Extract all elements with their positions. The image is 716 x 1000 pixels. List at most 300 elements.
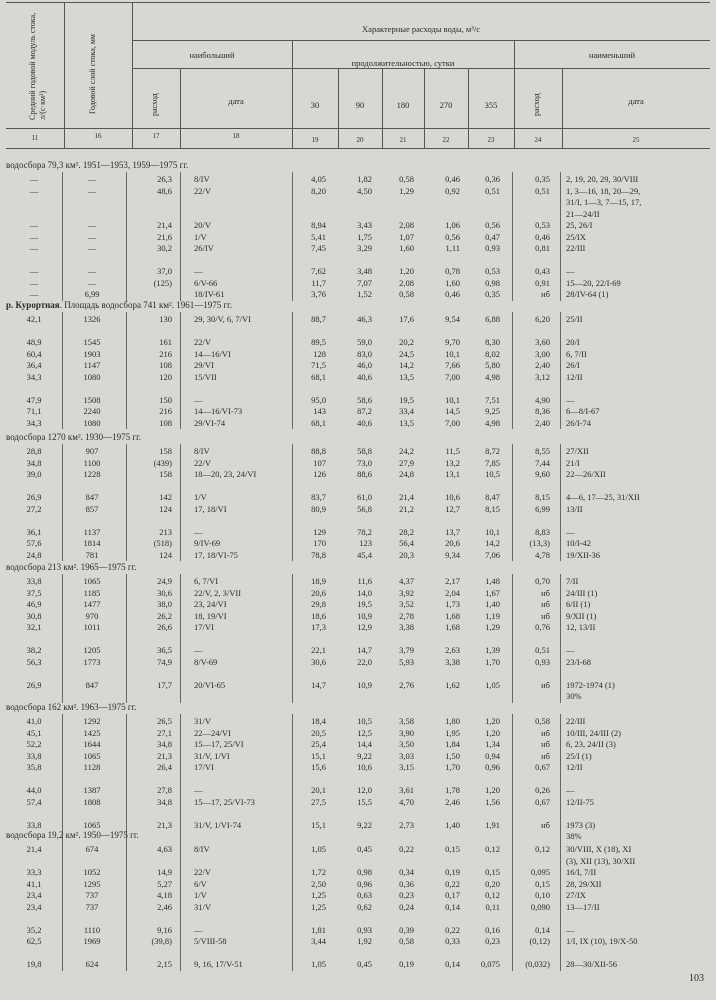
table-cell-22: 7,00 xyxy=(445,371,460,382)
table-cell-18: — xyxy=(194,645,203,655)
table-cell-19: 126 xyxy=(313,469,326,479)
header-rate-max: расход xyxy=(150,93,159,116)
table-cell-21: 2,76 xyxy=(399,679,414,690)
table-cell-23: 0,53 xyxy=(485,266,500,276)
table-row xyxy=(0,762,716,773)
table-row xyxy=(0,808,716,819)
table-cell-21: 21,4 xyxy=(399,492,414,502)
table-cell-24: (0,032) xyxy=(525,959,550,969)
table-cell-21: 4,70 xyxy=(399,796,414,807)
table-cell-24: 0,91 xyxy=(535,277,550,288)
table-row xyxy=(0,668,716,679)
table-cell-24: 0,12 xyxy=(535,844,550,854)
table-cell-25: 10/I-42 xyxy=(566,538,592,548)
table-cell-21: 0,24 xyxy=(399,901,414,912)
table-cell-22: 0,17 xyxy=(445,890,460,900)
table-cell-20: 4,50 xyxy=(357,185,372,196)
table-cell-21: 1,29 xyxy=(399,185,414,196)
table-cell-19: 1,05 xyxy=(311,844,326,854)
table-cell-21: 0,58 xyxy=(399,174,414,184)
table-cell-22: 0,14 xyxy=(445,901,460,912)
table-cell-24: 0,67 xyxy=(535,762,550,772)
table-cell-22: 0,46 xyxy=(445,289,460,299)
table-cell-11: — xyxy=(29,185,39,196)
table-cell-22: 0,15 xyxy=(445,844,460,854)
table-cell-16: 1065 xyxy=(83,750,101,761)
table-cell-11: 26,9 xyxy=(26,679,42,690)
table-cell-19: 83,7 xyxy=(311,492,326,502)
header-col11: Средний годовой модуль стока, л/(с·км²) xyxy=(28,12,47,120)
header-max: наибольший xyxy=(189,50,235,60)
table-cell-25: 30% xyxy=(566,691,582,701)
table-cell-11: 30,8 xyxy=(26,610,42,621)
col-number: 11 xyxy=(31,134,39,142)
table-cell-11: 46,9 xyxy=(26,599,42,609)
table-cell-18: 6/V xyxy=(194,878,207,889)
table-cell-24: 0,76 xyxy=(535,622,550,632)
table-cell-18: 15—17, 25/VI xyxy=(194,739,244,749)
table-cell-17: 124 xyxy=(159,549,172,560)
table-cell-23: 4,98 xyxy=(485,371,500,382)
table-row xyxy=(0,492,716,503)
table-cell-22: 0,14 xyxy=(445,959,460,969)
table-cell-17: 36,5 xyxy=(157,645,172,655)
table-cell-20: 40,6 xyxy=(357,371,372,382)
table-cell-25: 16/I, 7/II xyxy=(566,867,597,877)
table-cell-18: — xyxy=(194,394,203,405)
table-cell-21: 20,3 xyxy=(399,549,414,560)
table-cell-16: 1052 xyxy=(83,867,101,877)
table-row xyxy=(0,372,716,383)
table-cell-22: 14,5 xyxy=(445,406,460,416)
table-cell-25: 20/I xyxy=(566,337,580,347)
table-cell-19: 1,05 xyxy=(311,959,326,969)
table-row xyxy=(0,266,716,277)
table-cell-16: 907 xyxy=(85,446,99,456)
table-cell-17: 27,1 xyxy=(157,727,172,738)
table-cell-19: 71,5 xyxy=(311,360,326,370)
table-cell-16: 1773 xyxy=(83,656,101,667)
table-cell-20: 1,92 xyxy=(357,936,372,946)
table-row xyxy=(0,936,716,947)
table-cell-16: 624 xyxy=(85,959,99,969)
table-cell-16: 857 xyxy=(85,503,99,514)
table-cell-25: 25, 26/I xyxy=(566,220,593,230)
table-cell-20: 3,29 xyxy=(357,243,372,253)
table-cell-24: 0,51 xyxy=(535,185,550,196)
table-cell-23: 7,51 xyxy=(485,394,500,405)
table-cell-22: 10,1 xyxy=(445,348,460,359)
table-cell-19: 129 xyxy=(313,526,326,537)
table-cell-16: 1903 xyxy=(83,348,101,359)
table-cell-20: 10,6 xyxy=(357,762,372,772)
table-cell-19: 88,8 xyxy=(311,446,326,456)
table-cell-17: 108 xyxy=(159,417,172,428)
table-row xyxy=(0,856,716,867)
table-row xyxy=(0,867,716,878)
table-cell-25: 1, 3—16, 18, 20—29, xyxy=(566,185,641,196)
table-cell-16: 1147 xyxy=(83,360,101,370)
col-number: 18 xyxy=(232,132,240,140)
table-row xyxy=(0,337,716,348)
table-cell-25: 27/IX xyxy=(566,890,586,900)
table-row xyxy=(0,691,716,702)
table-cell-17: (518) xyxy=(153,538,172,548)
col-number: 17 xyxy=(152,132,160,140)
table-cell-16: 847 xyxy=(85,492,99,502)
table-cell-11: 71,1 xyxy=(26,406,42,416)
table-cell-16: 1508 xyxy=(83,394,101,405)
table-cell-18: 22/V xyxy=(194,337,211,347)
table-cell-22: 0,33 xyxy=(445,936,460,946)
table-cell-11: 47,9 xyxy=(26,394,42,405)
table-cell-11: 23,4 xyxy=(26,901,42,912)
table-cell-23: 0,15 xyxy=(485,867,500,877)
table-cell-21: 0,23 xyxy=(399,890,414,900)
table-cell-24: 8,83 xyxy=(535,526,550,537)
table-row xyxy=(0,797,716,808)
table-cell-24: 4,90 xyxy=(535,394,550,405)
table-row xyxy=(0,326,716,337)
table-row xyxy=(0,588,716,599)
table-cell-21: 0,34 xyxy=(399,867,414,877)
table-cell-23: 1,29 xyxy=(485,622,500,632)
table-cell-11: 33,3 xyxy=(26,867,42,877)
table-cell-11: — xyxy=(29,277,39,288)
table-cell-22: 1,70 xyxy=(445,762,460,772)
table-cell-18: 6/V-66 xyxy=(194,277,218,288)
table-cell-17: 17,7 xyxy=(157,679,172,690)
table-cell-23: 8,47 xyxy=(485,492,500,502)
table-cell-19: 15,1 xyxy=(311,819,326,830)
table-cell-23: 0,23 xyxy=(485,936,500,946)
table-cell-17: 120 xyxy=(159,371,172,382)
table-cell-18: 22/V xyxy=(194,457,211,468)
table-row xyxy=(0,844,716,855)
section-title xyxy=(6,562,137,572)
table-cell-21: 20,2 xyxy=(399,337,414,347)
table-cell-22: 0,22 xyxy=(445,924,460,935)
table-cell-11: — xyxy=(29,174,39,184)
table-cell-18: 9/IV-69 xyxy=(194,538,221,548)
table-cell-24: 9,60 xyxy=(535,469,550,479)
section-title xyxy=(6,830,139,840)
table-cell-18: 22/V xyxy=(194,185,211,196)
table-cell-16: 1295 xyxy=(83,878,101,889)
table-cell-17: 216 xyxy=(159,406,172,416)
table-cell-18: 17, 18/VI-75 xyxy=(194,549,238,560)
table-cell-17: (125) xyxy=(153,277,172,288)
table-cell-22: 2,46 xyxy=(445,796,460,807)
table-cell-23: 0,11 xyxy=(485,901,500,912)
table-cell-16: — xyxy=(87,231,97,242)
table-cell-18: 18/IV-61 xyxy=(194,289,225,299)
table-cell-23: 0,20 xyxy=(485,878,500,889)
table-cell-18: 15—17, 25/VI-73 xyxy=(194,796,255,807)
table-cell-23: 0,51 xyxy=(485,185,500,196)
table-cell-19: 128 xyxy=(313,348,326,359)
table-cell-17: 142 xyxy=(159,492,172,502)
table-cell-21: 3,50 xyxy=(399,739,414,749)
table-cell-17: 38,0 xyxy=(157,599,172,609)
table-cell-18: 31/V, 1/VI xyxy=(194,750,230,761)
table-row xyxy=(0,657,716,668)
table-cell-21: 1,07 xyxy=(399,231,414,242)
table-cell-19: 30,6 xyxy=(311,656,326,667)
table-cell-16: 1387 xyxy=(83,785,101,795)
table-cell-24: 2,40 xyxy=(535,360,550,370)
table-cell-18: 31/V xyxy=(194,716,211,726)
section-title xyxy=(6,432,141,442)
table-cell-22: 9,54 xyxy=(445,314,460,324)
table-cell-17: 21,4 xyxy=(157,220,172,230)
table-cell-23: 1,40 xyxy=(485,599,500,609)
table-cell-17: 26,4 xyxy=(157,762,172,772)
table-cell-21: 1,20 xyxy=(399,266,414,276)
table-cell-22: 1,68 xyxy=(445,622,460,632)
table-cell-18: 22/V xyxy=(194,867,211,877)
table-cell-17: 21,6 xyxy=(157,231,172,242)
header-d355: 355 xyxy=(484,100,498,110)
table-cell-25: — xyxy=(566,924,575,935)
table-cell-18: 1/V xyxy=(194,890,207,900)
table-cell-19: 29,8 xyxy=(311,599,326,609)
divider xyxy=(132,68,710,69)
table-cell-25: 13—17/II xyxy=(566,901,600,912)
table-cell-23: 0,94 xyxy=(485,750,500,761)
table-row xyxy=(0,774,716,785)
table-cell-24: нб xyxy=(541,610,550,621)
section-caption: водосбора 79,3 км². 1951—1953, 1959—1975 гг. xyxy=(6,160,189,170)
table-cell-17: 26,5 xyxy=(157,716,172,726)
table-cell-17: 26,2 xyxy=(157,610,172,621)
table-cell-17: 2,15 xyxy=(157,959,172,969)
table-cell-25: — xyxy=(566,266,575,276)
table-cell-19: 170 xyxy=(313,538,326,548)
table-cell-18: 17/VI xyxy=(194,762,214,772)
table-cell-11: 33,8 xyxy=(26,576,42,586)
table-cell-11: 41,1 xyxy=(26,878,42,889)
table-cell-19: 143 xyxy=(313,406,326,416)
table-cell-17: 30,2 xyxy=(157,243,172,253)
table-cell-20: 9,22 xyxy=(357,750,372,761)
table-cell-19: 20,6 xyxy=(311,587,326,598)
table-cell-21: 3,92 xyxy=(399,587,414,598)
table-cell-23: 1,56 xyxy=(485,796,500,807)
table-cell-16: — xyxy=(87,174,97,184)
table-cell-19: 1,81 xyxy=(311,924,326,935)
table-cell-11: 24,8 xyxy=(26,549,42,560)
table-cell-22: 10,1 xyxy=(445,394,460,405)
table-cell-23: 0,56 xyxy=(485,220,500,230)
table-cell-16: 1477 xyxy=(83,599,101,609)
table-row xyxy=(0,278,716,289)
header-duration: продолжительностью, сутки xyxy=(351,58,455,68)
table-row xyxy=(0,739,716,750)
table-row xyxy=(0,538,716,549)
table-cell-25: 7/II xyxy=(566,576,579,586)
table-cell-11: 23,4 xyxy=(26,890,42,900)
table-cell-18: 31/V xyxy=(194,901,211,912)
table-cell-11: — xyxy=(29,220,39,230)
table-cell-16: 1326 xyxy=(83,314,101,324)
table-cell-11: 57,6 xyxy=(26,538,42,548)
table-cell-11: 34,8 xyxy=(26,457,42,468)
table-cell-24: 0,81 xyxy=(535,243,550,253)
table-cell-23: 1,20 xyxy=(485,727,500,738)
table-cell-24: 0,15 xyxy=(535,878,550,889)
table-cell-16: 1808 xyxy=(83,796,101,807)
table-row xyxy=(0,515,716,526)
table-row xyxy=(0,785,716,796)
river-name: р. Курортная xyxy=(6,300,60,310)
table-cell-17: 26,3 xyxy=(157,174,172,184)
table-cell-11: 56,3 xyxy=(26,656,42,667)
table-cell-21: 0,19 xyxy=(399,959,414,969)
table-cell-17: 37,0 xyxy=(157,266,172,276)
table-cell-24: нб xyxy=(541,679,550,690)
table-cell-22: 1,40 xyxy=(445,819,460,830)
table-cell-25: 26/I xyxy=(566,360,580,370)
table-cell-20: 0,96 xyxy=(357,878,372,889)
table-cell-11: 37,5 xyxy=(26,587,42,598)
table-row xyxy=(0,527,716,538)
table-cell-22: 11,5 xyxy=(445,446,460,456)
table-cell-21: 13,5 xyxy=(399,371,414,382)
col-number: 23 xyxy=(487,136,495,144)
table-cell-16: 1292 xyxy=(83,716,101,726)
table-cell-25: 6/II (1) xyxy=(566,599,591,609)
table-cell-20: 78,2 xyxy=(357,526,372,537)
table-row xyxy=(0,395,716,406)
table-cell-24: нб xyxy=(541,587,550,598)
table-cell-19: 3,44 xyxy=(311,936,326,946)
table-cell-24: 0,58 xyxy=(535,716,550,726)
table-cell-19: 8,20 xyxy=(311,185,326,196)
table-cell-22: 1,62 xyxy=(445,679,460,690)
table-cell-18: 31/V, 1/VI-74 xyxy=(194,819,242,830)
table-cell-16: 2240 xyxy=(83,406,101,416)
table-cell-22: 7,66 xyxy=(445,360,460,370)
header-d30: 30 xyxy=(310,100,320,110)
table-cell-24: нб xyxy=(541,750,550,761)
table-cell-25: 13/II xyxy=(566,503,583,514)
col-number: 19 xyxy=(311,136,319,144)
table-cell-19: 27,5 xyxy=(311,796,326,807)
table-cell-23: 6,88 xyxy=(485,314,500,324)
table-cell-24: 6,99 xyxy=(535,503,550,514)
table-cell-19: 15,1 xyxy=(311,750,326,761)
table-cell-20: 12,5 xyxy=(357,727,372,738)
table-cell-20: 3,43 xyxy=(357,220,372,230)
table-cell-21: 24,5 xyxy=(399,348,414,359)
table-cell-25: 9/XII (1) xyxy=(566,610,597,621)
header-d270: 270 xyxy=(439,100,453,110)
table-row xyxy=(0,255,716,266)
table-cell-22: 20,6 xyxy=(445,538,460,548)
table-cell-23: 1,19 xyxy=(485,610,500,621)
table-cell-22: 1,84 xyxy=(445,739,460,749)
table-cell-18: 1/V xyxy=(194,492,207,502)
table-cell-21: 56,4 xyxy=(399,538,414,548)
table-cell-11: 21,4 xyxy=(26,844,42,854)
table-row xyxy=(0,599,716,610)
table-cell-24: 0,46 xyxy=(535,231,550,242)
header-d180: 180 xyxy=(396,100,410,110)
table-cell-11: 32,1 xyxy=(26,622,42,632)
table-cell-21: 21,2 xyxy=(399,503,414,514)
section-caption: водосбора 19,2 км². 1950—1975 гг. xyxy=(6,830,139,840)
table-cell-19: 1,72 xyxy=(311,867,326,877)
table-cell-16: 674 xyxy=(85,844,99,854)
table-cell-11: 60,4 xyxy=(26,348,42,359)
table-cell-21: 24,2 xyxy=(399,446,414,456)
table-cell-25: 31/I, 1—3, 7—15, 17, xyxy=(566,197,642,207)
table-row xyxy=(0,220,716,231)
table-cell-22: 13,1 xyxy=(445,469,460,479)
table-cell-20: 0,45 xyxy=(357,844,372,854)
table-cell-20: 83,0 xyxy=(357,348,372,359)
table-cell-25: 28/IV-64 (1) xyxy=(566,289,609,299)
table-cell-11: 44,0 xyxy=(26,785,42,795)
section-title xyxy=(6,300,232,310)
table-cell-18: 8/IV xyxy=(194,174,210,184)
table-cell-18: — xyxy=(194,526,203,537)
table-cell-23: 1,20 xyxy=(485,716,500,726)
header-date-min: дата xyxy=(628,96,644,106)
table-cell-25: 23/I-68 xyxy=(566,656,592,667)
table-cell-25: 26/I-74 xyxy=(566,417,592,428)
table-row xyxy=(0,406,716,417)
table-cell-25: 21—24/II xyxy=(566,208,600,219)
table-cell-22: 7,00 xyxy=(445,417,460,428)
table-cell-25: 1972-1974 (1) xyxy=(566,679,615,690)
table-row xyxy=(0,349,716,360)
table-cell-17: 27,8 xyxy=(157,785,172,795)
table-cell-23: 1,34 xyxy=(485,739,500,749)
table-cell-24: 0,090 xyxy=(530,901,550,912)
table-cell-20: 0,62 xyxy=(357,901,372,912)
table-cell-25: 21/I xyxy=(566,457,580,468)
table-cell-17: 9,16 xyxy=(157,924,172,935)
table-cell-11: 48,9 xyxy=(26,337,42,347)
table-cell-19: 68,1 xyxy=(311,417,326,428)
table-cell-21: 24,8 xyxy=(399,469,414,479)
table-cell-16: 1128 xyxy=(83,762,101,772)
table-row xyxy=(0,289,716,300)
table-cell-17: 108 xyxy=(159,360,172,370)
table-cell-23: 1,39 xyxy=(485,645,500,655)
table-cell-23: 0,47 xyxy=(485,231,500,242)
table-cell-21: 3,61 xyxy=(399,785,414,795)
table-cell-22: 9,70 xyxy=(445,337,460,347)
table-cell-20: 12,9 xyxy=(357,622,372,632)
table-cell-24: 0,93 xyxy=(535,656,550,667)
table-cell-19: 15,6 xyxy=(311,762,326,772)
table-cell-16: 1065 xyxy=(83,819,101,830)
table-cell-21: 17,6 xyxy=(399,314,414,324)
table-cell-20: 10,5 xyxy=(357,716,372,726)
table-cell-22: 1,80 xyxy=(445,716,460,726)
table-cell-18: 17, 18/VI xyxy=(194,503,227,514)
table-cell-22: 2,63 xyxy=(445,645,460,655)
table-row xyxy=(0,360,716,371)
table-cell-18: 17/VI xyxy=(194,622,214,632)
table-cell-11: 41,0 xyxy=(26,716,42,726)
table-cell-11: 27,2 xyxy=(26,503,42,514)
table-row xyxy=(0,174,716,185)
table-cell-20: 14,0 xyxy=(357,587,372,598)
